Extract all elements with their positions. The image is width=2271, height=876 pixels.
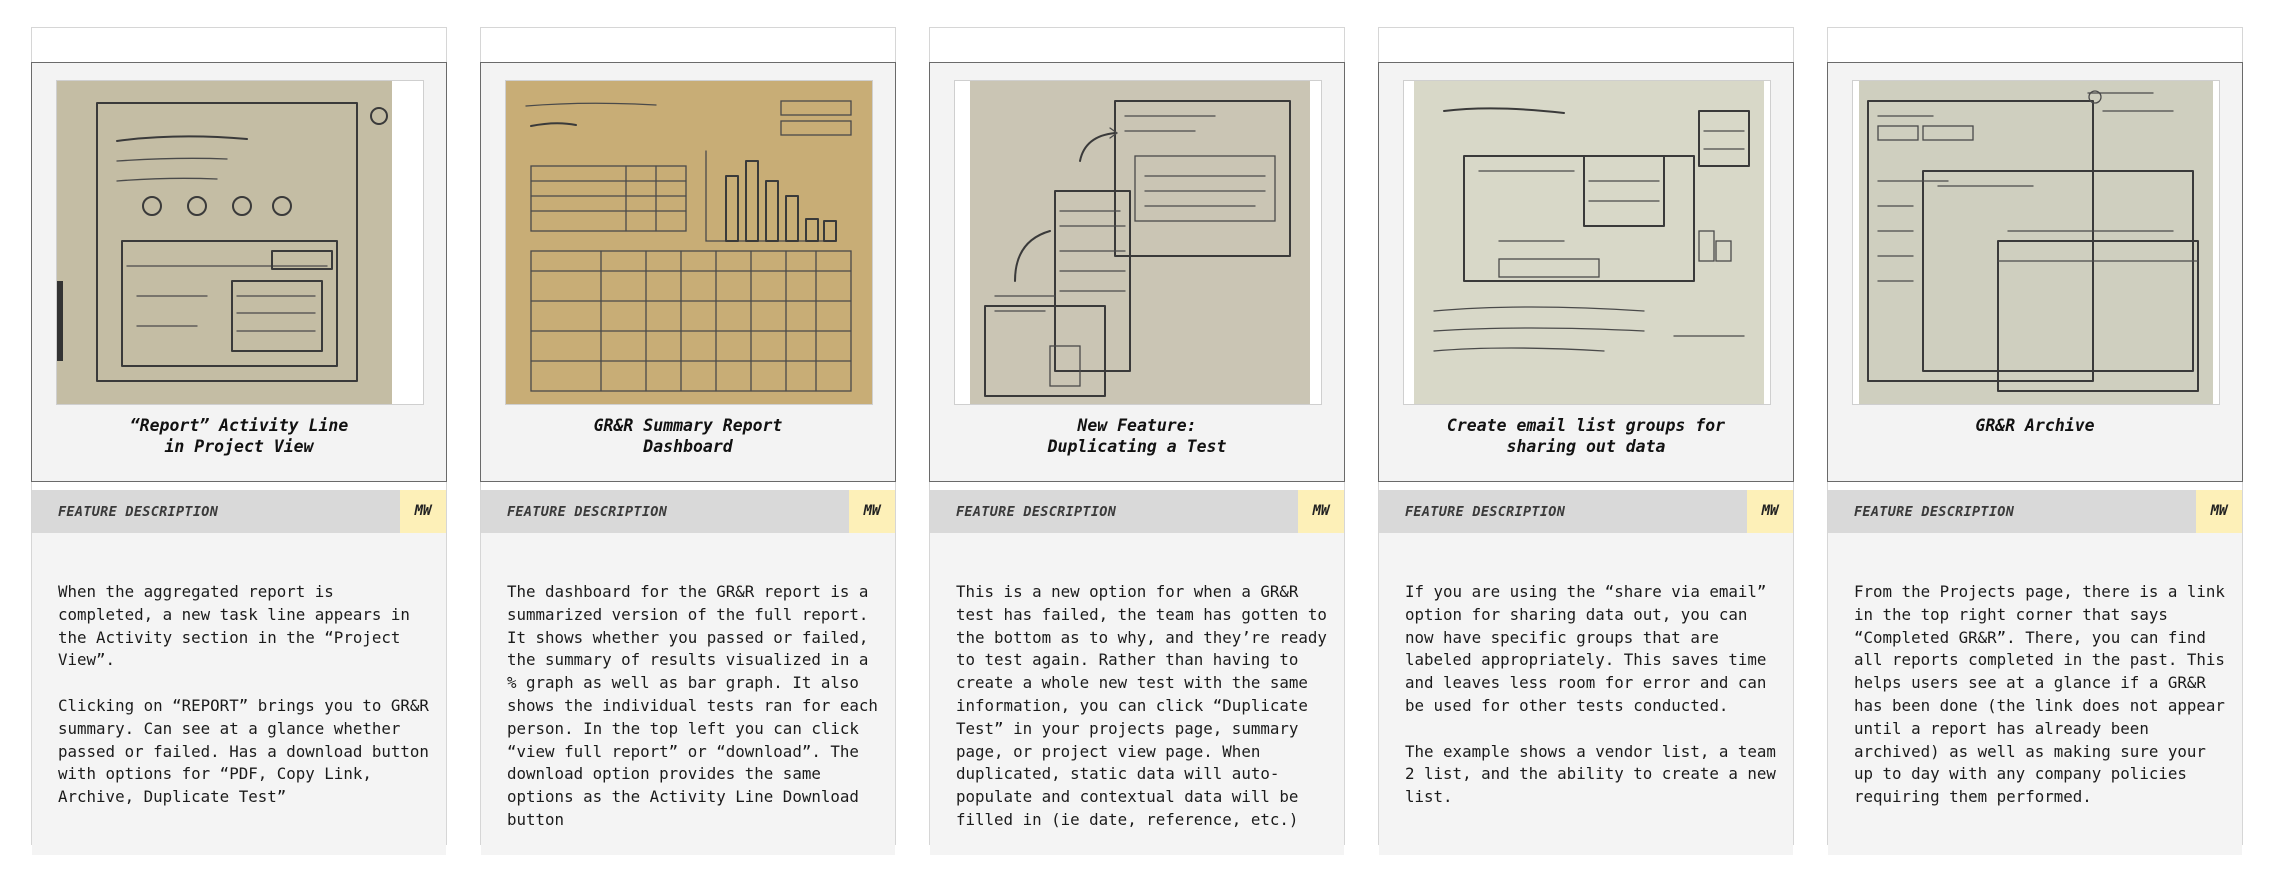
- sketch-image: [56, 80, 424, 405]
- description-header: [930, 490, 1344, 533]
- author-badge: MW: [2196, 490, 2242, 533]
- description-body: [1379, 533, 1793, 855]
- author-badge: MW: [400, 490, 446, 533]
- sketch-image: [1852, 80, 2220, 405]
- sketch-image: [954, 80, 1322, 405]
- card-caption: New Feature: Duplicating a Test: [1047, 416, 1227, 456]
- description-body: [32, 533, 446, 855]
- card-caption: GR&R Archive: [1975, 416, 2095, 435]
- sketch-image: [505, 80, 873, 405]
- section-label: FEATURE DESCRIPTION: [956, 504, 1117, 520]
- sketch-frame: [1827, 62, 2243, 482]
- description-header: [1379, 490, 1793, 533]
- section-label: FEATURE DESCRIPTION: [1405, 504, 1566, 520]
- description-header: [1828, 490, 2242, 533]
- section-label: FEATURE DESCRIPTION: [58, 504, 219, 520]
- feature-card: [1378, 27, 1794, 845]
- sketch-frame: [929, 62, 1345, 482]
- feature-card: [480, 27, 896, 845]
- sketch-image: [1403, 80, 1771, 405]
- feature-card: [31, 27, 447, 845]
- author-badge: MW: [849, 490, 895, 533]
- description-body: [1828, 533, 2242, 855]
- sketch-frame: [480, 62, 896, 482]
- sketch-frame: [1378, 62, 1794, 482]
- description-header: [481, 490, 895, 533]
- card-caption: “Report” Activity Line in Project View: [129, 416, 349, 456]
- author-badge: MW: [1298, 490, 1344, 533]
- feature-card: [929, 27, 1345, 845]
- description-text: This is a new option for when a GR&R test has failed, the team has gotten to the bottom as to why, and they’re ready to test again. Rather than having to create a whole new test with the same information, you can click “Duplicate Test” in your projects page, summary page, or project view page. When duplicated, static data will auto-populate and contextual data will be filled in (ie date, reference, etc.): [956, 582, 1327, 829]
- author-badge: MW: [1747, 490, 1793, 533]
- description-text: If you are using the “share via email” option for sharing data out, you can now have specific groups that are labeled appropriately. This saves time and leaves less room for error and can be used for other tests conducted. The example shows a vendor list, a team 2 list, and the ability to create a new list.: [1405, 582, 1776, 807]
- description-text: The dashboard for the GR&R report is a summarized version of the full report. It shows whether you passed or failed, the summary of results visualized in a % graph as well as bar graph. It also shows the individual tests ran for each person. In the top left you can click “view full report” or “download”. The download option provides the same options as the Activity Line Download button: [507, 582, 878, 829]
- section-label: FEATURE DESCRIPTION: [507, 504, 668, 520]
- description-body: [481, 533, 895, 855]
- description-text: When the aggregated report is completed, a new task line appears in the Activity section in the “Project View”. Clicking on “REPORT” brings you to GR&R summary. Can see at a glance whether passed or failed. Has a download button with options for “PDF, Copy Link, Archive, Duplicate Test”: [58, 582, 429, 807]
- section-label: FEATURE DESCRIPTION: [1854, 504, 2015, 520]
- feature-card: [1827, 27, 2243, 845]
- description-text: From the Projects page, there is a link in the top right corner that says “Completed GR&R”. There, you can find all reports completed in the past. This helps users see at a glance if a GR&R has been done (the link does not appear until a report has already been archived) as well as making sure your up to day with any company policies requiring them performed.: [1854, 582, 2225, 807]
- sketch-frame: [31, 62, 447, 482]
- description-header: [32, 490, 446, 533]
- card-caption: GR&R Summary Report Dashboard: [593, 416, 783, 456]
- description-body: [930, 533, 1344, 855]
- card-caption: Create email list groups for sharing out data: [1446, 416, 1726, 456]
